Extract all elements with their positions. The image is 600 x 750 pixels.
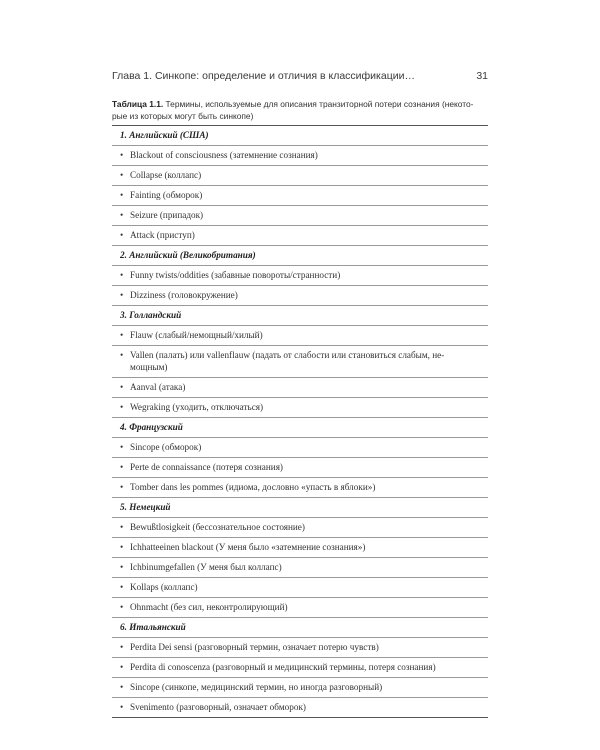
term-row xyxy=(112,146,488,166)
term-row xyxy=(112,538,488,558)
table-caption xyxy=(112,98,490,122)
bullet-icon: • xyxy=(120,230,124,240)
term-row xyxy=(112,186,488,206)
bullet-icon: • xyxy=(120,210,124,220)
term-text-line2: мощным) xyxy=(130,362,168,372)
term-text: Wegraking (уходить, отключаться) xyxy=(130,402,264,412)
term-text: Perte de connaissance (потеря сознания) xyxy=(130,462,283,472)
bullet-icon: • xyxy=(120,442,124,452)
bullet-icon: • xyxy=(120,290,124,300)
bullet-icon: • xyxy=(120,602,124,612)
term-text: Aanval (атака) xyxy=(130,382,186,392)
section-heading xyxy=(112,498,488,518)
term-text: Ichbinumgefallen (У меня был коллапс) xyxy=(130,562,282,572)
term-text: Funny twists/oddities (забавные повороты/странности) xyxy=(130,270,341,280)
section-heading xyxy=(112,618,488,638)
caption-text-line1: Термины, используемые для описания транзиторной потери сознания (некото- xyxy=(163,99,474,109)
term-text: Ohnmacht (без сил, неконтролирующий) xyxy=(130,602,288,612)
term-text: Sincope (синкопе, медицинский термин, но иногда разговорный) xyxy=(130,682,383,692)
bullet-icon: • xyxy=(120,482,124,492)
term-text: Attack (приступ) xyxy=(130,230,195,240)
term-row xyxy=(112,438,488,458)
term-row xyxy=(112,558,488,578)
bullet-icon: • xyxy=(120,402,124,412)
section-heading xyxy=(112,126,488,146)
section-heading-text: 5. Немецкий xyxy=(120,502,171,512)
section-heading-text: 3. Голландский xyxy=(120,310,182,320)
section-heading xyxy=(112,246,488,266)
term-row xyxy=(112,658,488,678)
caption-text-line2: рые из которых могут быть синкопе) xyxy=(112,111,254,121)
term-text: Kollaps (коллапс) xyxy=(130,582,198,592)
term-row xyxy=(112,346,488,378)
page-number: 31 xyxy=(476,70,488,82)
terms-table xyxy=(112,125,488,718)
term-row xyxy=(112,698,488,718)
term-text: Bewußtlosigkeit (бессознательное состояние) xyxy=(130,522,305,532)
term-text: Dizziness (головокружение) xyxy=(130,290,238,300)
term-text: Flauw (слабый/немощный/хилый) xyxy=(130,330,263,340)
term-row xyxy=(112,478,488,498)
term-text: Sincope (обморок) xyxy=(130,442,202,452)
term-text: Collapse (коллапс) xyxy=(130,170,202,180)
bullet-icon: • xyxy=(120,330,124,340)
bullet-icon: • xyxy=(120,522,124,532)
term-row xyxy=(112,578,488,598)
bullet-icon: • xyxy=(120,270,124,280)
bullet-icon: • xyxy=(120,702,124,712)
chapter-title: Глава 1. Синкопе: определение и отличия в классификации… xyxy=(112,70,415,82)
term-row xyxy=(112,266,488,286)
bullet-icon: • xyxy=(120,462,124,472)
bullet-icon: • xyxy=(120,170,124,180)
term-row xyxy=(112,518,488,538)
section-heading-text: 4. Французский xyxy=(120,422,183,432)
term-text: Seizure (припадок) xyxy=(130,210,204,220)
term-row xyxy=(112,598,488,618)
term-row xyxy=(112,378,488,398)
term-row xyxy=(112,326,488,346)
term-text: Tomber dans les pommes (идиома, дословно «упасть в яблоки») xyxy=(130,482,376,492)
bullet-icon: • xyxy=(120,382,124,392)
bullet-icon: • xyxy=(120,642,124,652)
bullet-icon: • xyxy=(120,582,124,592)
term-text xyxy=(130,349,480,373)
term-text-line1: Vallen (палать) или vallenflauw (падать от слабости или становиться слабым, не- xyxy=(130,350,445,360)
term-row xyxy=(112,398,488,418)
term-row xyxy=(112,286,488,306)
term-text: Fainting (обморок) xyxy=(130,190,203,200)
bullet-icon: • xyxy=(120,350,124,360)
section-heading xyxy=(112,306,488,326)
term-row xyxy=(112,206,488,226)
term-row xyxy=(112,638,488,658)
section-heading-text: 2. Английский (Великобритания) xyxy=(120,250,256,260)
running-head xyxy=(112,70,488,82)
term-text: Perdita di conoscenza (разговорный и медицинский термины, потеря сознания) xyxy=(130,662,436,672)
bullet-icon: • xyxy=(120,562,124,572)
section-heading-text: 6. Итальянский xyxy=(120,622,186,632)
bullet-icon: • xyxy=(120,542,124,552)
term-text: Ichhatteeinen blackout (У меня было «затемнение сознания») xyxy=(130,542,366,552)
section-heading-text: 1. Английский (США) xyxy=(120,130,209,140)
term-row xyxy=(112,458,488,478)
term-row xyxy=(112,226,488,246)
caption-label: Таблица 1.1. xyxy=(112,99,164,109)
term-text: Perdita Dei sensi (разговорный термин, означает потерю чувств) xyxy=(130,642,379,652)
bullet-icon: • xyxy=(120,682,124,692)
table-body xyxy=(112,126,488,718)
bullet-icon: • xyxy=(120,190,124,200)
bullet-icon: • xyxy=(120,150,124,160)
section-heading xyxy=(112,418,488,438)
bullet-icon: • xyxy=(120,662,124,672)
term-row xyxy=(112,166,488,186)
term-text: Blackout of consciousness (затемнение сознания) xyxy=(130,150,318,160)
term-row xyxy=(112,678,488,698)
term-text: Svenimento (разговорный, означает обморок) xyxy=(130,702,306,712)
